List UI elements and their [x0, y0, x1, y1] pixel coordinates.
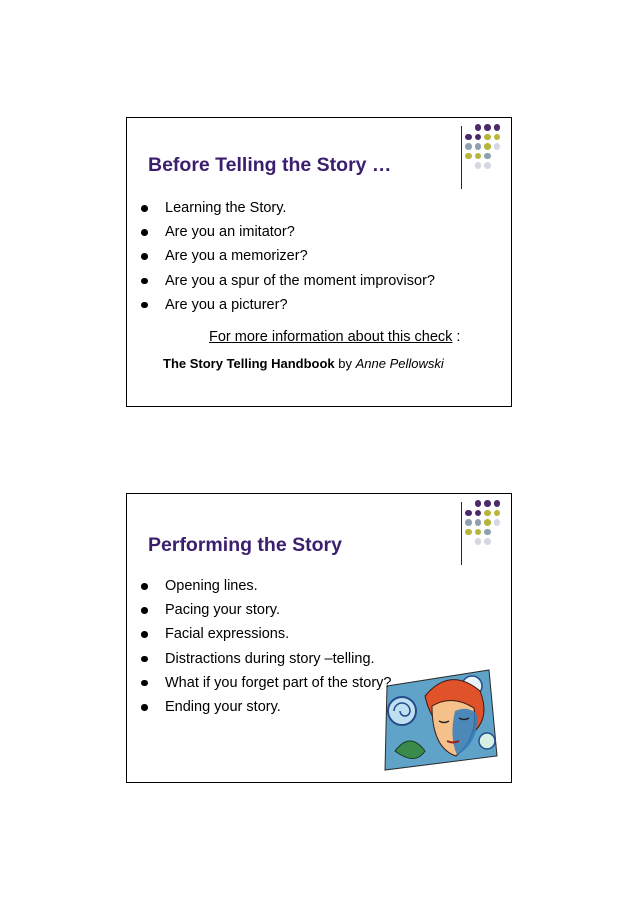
dot-grid-icon [465, 124, 509, 188]
decor-dot [475, 162, 482, 169]
slide-performing [126, 493, 512, 783]
decor-divider-line [461, 126, 462, 189]
bullet-dot-icon [141, 680, 148, 687]
decor-dot [484, 153, 491, 160]
bullet-dot-icon [141, 656, 148, 663]
more-info-line [209, 329, 460, 345]
decor-dot [475, 153, 482, 160]
more-info-suffix: : [452, 329, 461, 345]
bullet-item: Pacing your story. [141, 598, 391, 622]
bullet-item: Distractions during story –telling. [141, 647, 391, 671]
decor-dot [484, 124, 491, 131]
bullet-item: What if you forget part of the story? [141, 671, 391, 695]
decor-dot [475, 134, 482, 141]
decor-dot [484, 134, 491, 141]
bullet-list [141, 574, 391, 719]
bullet-item: Are you an imitator? [141, 220, 435, 244]
bullet-dot-icon [141, 253, 148, 260]
bullet-item: Learning the Story. [141, 196, 435, 220]
bullet-item: Ending your story. [141, 695, 391, 719]
bullet-item: Are you a spur of the moment improvisor? [141, 269, 435, 293]
slide-title: Performing the Story [148, 534, 342, 556]
decor-dot [475, 124, 482, 131]
decor-dot [475, 519, 482, 526]
bullet-dot-icon [141, 631, 148, 638]
decor-dot [465, 134, 472, 141]
credit-by: by [334, 356, 356, 371]
more-info-link[interactable]: For more information about this check [209, 329, 453, 345]
book-author: Anne Pellowski [355, 356, 444, 371]
decor-dot [484, 529, 491, 536]
decor-dot [475, 538, 482, 545]
decor-divider-line [461, 502, 462, 565]
decor-dot [484, 500, 491, 507]
decor-dot [484, 510, 491, 517]
bullet-dot-icon [141, 302, 148, 309]
decor-dot [465, 510, 472, 517]
decor-dot [494, 500, 501, 507]
decor-dot [465, 519, 472, 526]
bullet-dot-icon [141, 205, 148, 212]
decor-dot [475, 143, 482, 150]
decor-dot [494, 134, 501, 141]
bullet-item: Facial expressions. [141, 622, 391, 646]
decor-dot [465, 143, 472, 150]
bullet-item: Opening lines. [141, 574, 391, 598]
slide-title: Before Telling the Story … [148, 154, 392, 176]
bullet-dot-icon [141, 229, 148, 236]
book-credit [163, 356, 444, 371]
bullet-dot-icon [141, 607, 148, 614]
storyteller-face-clipart [377, 666, 499, 772]
decor-dot [475, 510, 482, 517]
decor-dot [484, 162, 491, 169]
dot-grid-icon [465, 500, 509, 564]
decor-dot [484, 143, 491, 150]
decor-dot [475, 500, 482, 507]
decor-dot [484, 538, 491, 545]
bullet-dot-icon [141, 704, 148, 711]
decor-dot [494, 143, 501, 150]
decor-dot [475, 529, 482, 536]
decor-dot [494, 124, 501, 131]
decor-dot [465, 529, 472, 536]
decor-dot [465, 153, 472, 160]
decor-dot [494, 510, 501, 517]
slide-before-telling [126, 117, 512, 407]
bullet-item: Are you a memorizer? [141, 244, 435, 268]
bullet-list [141, 196, 435, 317]
decor-dot [484, 519, 491, 526]
bullet-dot-icon [141, 278, 148, 285]
decor-dot [494, 519, 501, 526]
bullet-item: Are you a picturer? [141, 293, 435, 317]
book-title: The Story Telling Handbook [163, 356, 335, 371]
bullet-dot-icon [141, 583, 148, 590]
